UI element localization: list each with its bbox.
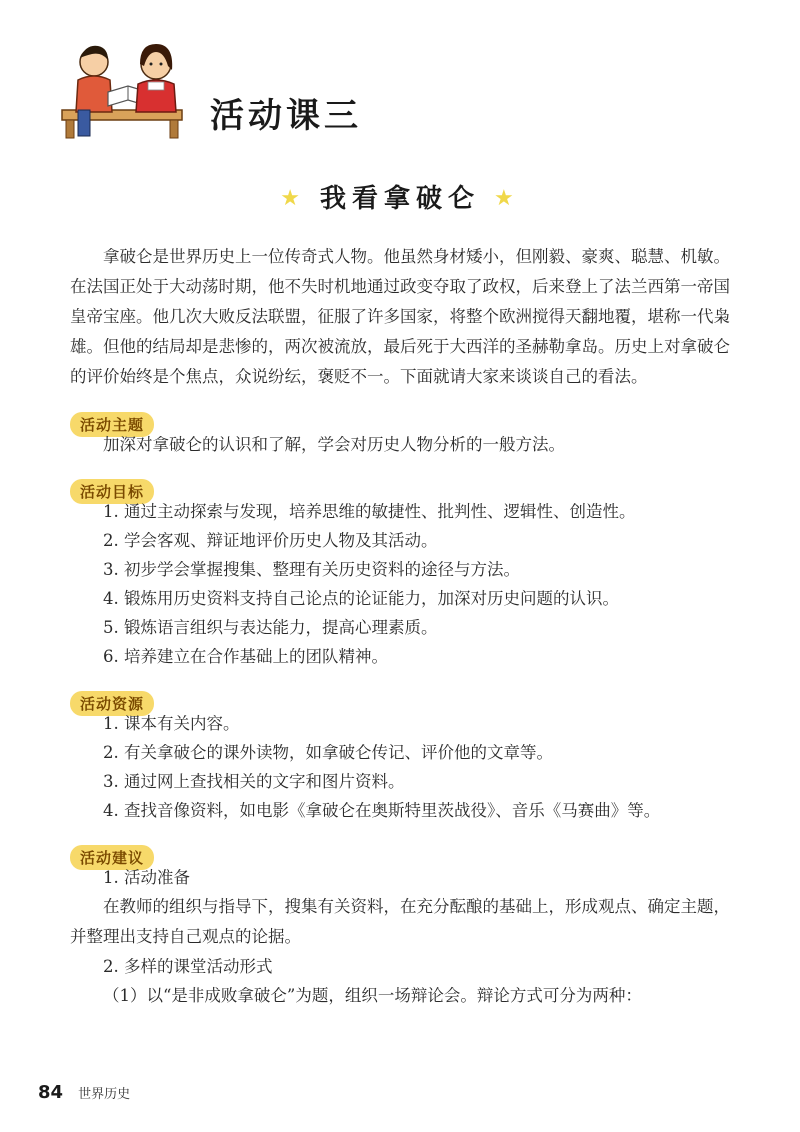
section-tag-goals: 活动目标 — [70, 479, 154, 504]
topic-title — [0, 178, 800, 215]
star-icon: ★ — [280, 186, 306, 211]
page-footer — [38, 1082, 130, 1103]
page-number: 84 — [38, 1082, 64, 1103]
resource-item: 3. 通过网上查找相关的文字和图片资料。 — [103, 772, 405, 791]
section-tag-resources: 活动资源 — [70, 691, 154, 716]
topic-title-text: 我看拿破仑 — [319, 184, 480, 214]
section-tag-theme: 活动主题 — [70, 412, 154, 437]
suggestion-step-text: 在教师的组织与指导下，搜集有关资料，在充分酝酿的基础上，形成观点、确定主题，并整理出支持自己观点的论据。 — [70, 897, 730, 946]
section-resources-header — [70, 679, 730, 713]
chapter-title: 活动课三 — [210, 96, 362, 136]
section-goals-header — [70, 467, 730, 501]
goal-item: 5. 锻炼语言组织与表达能力，提高心理素质。 — [103, 618, 438, 637]
section-suggestions-header — [70, 833, 730, 867]
resource-item: 4. 查找音像资料，如电影《拿破仑在奥斯特里茨战役》、音乐《马赛曲》等。 — [103, 801, 661, 820]
intro-paragraph: 拿破仑是世界历史上一位传奇式人物。他虽然身材矮小，但刚毅、豪爽、聪慧、机敏。在法国正处于大动荡时期，他不失时机地通过政变夺取了政权，后来登上了法兰西第一帝国皇帝宝座。他几次大败反法联盟，征服了许多国家，将整个欧洲搅得天翻地覆，堪称一代枭雄。但他的结局却是悲惨的，两次被流放，最后死于大西洋的圣赫勒拿岛。历史上对拿破仑的评价始终是个焦点，众说纷纭，褒贬不一。下面就请大家来谈谈自己的看法。 — [70, 247, 730, 386]
suggestion-step-item: （1）以“是非成败拿破仑”为题，组织一场辩论会。辩论方式可分为两种： — [103, 986, 642, 1005]
resource-item: 1. 课本有关内容。 — [103, 714, 240, 733]
section-theme-header — [70, 400, 730, 434]
star-icon: ★ — [494, 186, 520, 211]
suggestion-step-title: 2. 多样的课堂活动形式 — [103, 957, 273, 976]
book-name: 世界历史 — [78, 1087, 131, 1102]
goal-item: 3. 初步学会掌握搜集、整理有关历史资料的途径与方法。 — [103, 560, 520, 579]
goal-item: 6. 培养建立在合作基础上的团队精神。 — [103, 647, 388, 666]
goal-item: 4. 锻炼用历史资料支持自己论点的论证能力，加深对历史问题的认识。 — [103, 589, 619, 608]
goal-item: 2. 学会客观、辩证地评价历史人物及其活动。 — [103, 531, 438, 550]
goal-item: 1. 通过主动探索与发现，培养思维的敏捷性、批判性、逻辑性、创造性。 — [103, 502, 636, 521]
suggestion-step-title: 1. 活动准备 — [103, 868, 190, 887]
students-reading-icon — [52, 36, 202, 140]
main-content — [70, 242, 730, 1010]
section-tag-suggestions: 活动建议 — [70, 845, 154, 870]
theme-text: 加深对拿破仑的认识和了解，学会对历史人物分析的一般方法。 — [103, 435, 565, 454]
resource-item: 2. 有关拿破仑的课外读物，如拿破仑传记、评价他的文章等。 — [103, 743, 553, 762]
